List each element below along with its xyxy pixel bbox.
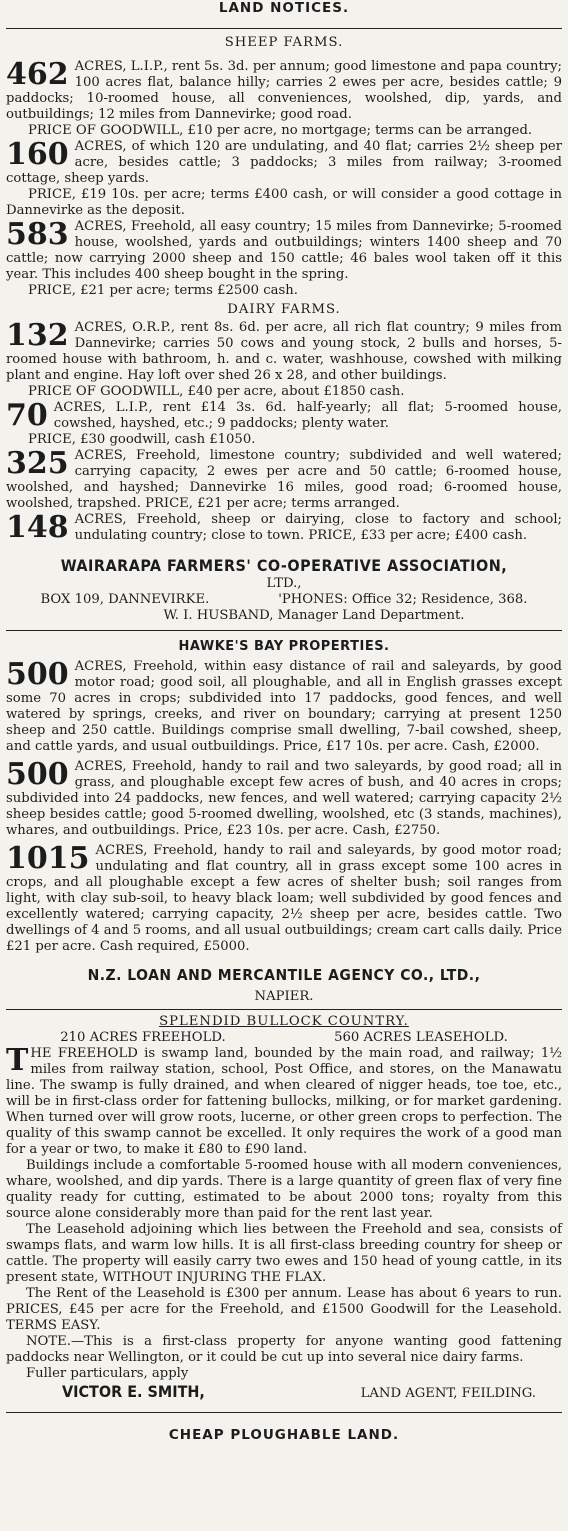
listing-number: 132: [6, 318, 69, 353]
divider: [6, 1412, 562, 1413]
listing-text: ACRES, Freehold, limestone country; subdivided and well watered; carrying capacity, 2 ewes per acre and 50 cattle; 6-roomed house, woolshed, and hayshed; Dannevirke 16 miles, good road; 6-roomed house, woolshed, trapshed. PRICE, £21 per acre; terms arranged.: [6, 448, 562, 511]
listing-70: [6, 400, 562, 432]
para-text: HE FREEHOLD is swamp land, bounded by the main road, and railway; 1½ miles from railway station, school, Post Office, and stores, on the Manawatu line. The swamp is fully drained, and when cleared of nigger heads, toe toe, etc., will be in first-class order for fattening bullocks, milking, or for market gardening. When turned over will grow roots, lucerne, or other green crops to perfection. The quality of this swamp cannot be excelled. It only requires the work of a good man for a year or two, to make it £80 to £90 land.: [6, 1046, 562, 1157]
bullock-para-1: [6, 1043, 562, 1158]
association-ltd: LTD.,: [266, 576, 302, 591]
listing-text: ACRES, of which 120 are undulating, and 40 flat; carries 2½ sheep per acre, besides cattle; 3 paddocks; 3 miles from railway; 3-roomed cottage, sheep yards.: [6, 139, 562, 186]
listing-price: PRICE, £19 10s. per acre; terms £400 cash, or will consider a good cottage in Dannevirke as the deposit.: [6, 187, 562, 218]
listing-price: PRICE, £21 per acre; terms £2500 cash.: [28, 283, 298, 298]
listing-number: 160: [6, 137, 69, 172]
dairy-farms-list: [6, 320, 562, 544]
listing-number: 583: [6, 217, 69, 252]
bullock-para-3: The Leasehold adjoining which lies between the Freehold and sea, consists of swamps flats, and warm low hills. It is all first-class breeding country for sheep or cattle. The property will easily carry two ewes and 150 head of young cattle, in its present state, WITHOUT INJURING THE FLAX.: [6, 1222, 562, 1285]
agent-signature: [6, 1384, 562, 1402]
bullock-para-5: NOTE.—This is a first-class property for anyone wanting good fattening paddocks near Wellington, or it could be cut up into several nice dairy farms.: [6, 1334, 562, 1365]
phone-numbers: 'PHONES: Office 32; Residence, 368.: [278, 592, 528, 607]
hawkes-bay-title: HAWKE'S BAY PROPERTIES.: [178, 639, 390, 654]
listing-462: [6, 59, 562, 123]
listing-583: [6, 219, 562, 283]
listing-number: 325: [6, 446, 69, 481]
listing-160: [6, 139, 562, 187]
page-header: LAND NOTICES.: [218, 0, 350, 16]
listing-number: 148: [6, 510, 69, 545]
sheep-farms-title: SHEEP FARMS.: [224, 35, 344, 50]
listing-number: 1015: [6, 841, 90, 876]
footer-heading: CHEAP PLOUGHABLE LAND.: [168, 1427, 400, 1443]
leasehold-acres: 560 ACRES LEASEHOLD.: [334, 1030, 508, 1045]
listing-500b: [6, 759, 562, 839]
listing-text: ACRES, Freehold, sheep or dairying, close to factory and school; undulating country; close to town. PRICE, £33 per acre; £400 cash.: [74, 512, 562, 543]
listing-text: ACRES, L.I.P., rent 5s. 3d. per annum; good limestone and papa country; 100 acres flat, balance hilly; carries 2 ewes per acre, besides cattle; 9 paddocks; 10-roomed house, all conveniences, woolshed, dip, yards, and outbuildings; 12 miles from Dannevirke; good road.: [6, 59, 562, 122]
listing-500a: [6, 659, 562, 755]
listing-148: [6, 512, 562, 544]
listing-text: ACRES, O.R.P., rent 8s. 6d. per acre, all rich flat country; 9 miles from Dannevirke; carries 50 cows and young stock, 2 bulls and horses, 5-roomed house with bathroom, h. and c. water, washhouse, cowshed with milking plant and engine. Hay loft over shed 26 x 28, and other buildings.: [6, 320, 562, 383]
listing-price: PRICE, £30 goodwill, cash £1050.: [28, 432, 256, 447]
divider: [6, 28, 562, 29]
bullock-title: SPLENDID BULLOCK COUNTRY.: [159, 1014, 409, 1029]
listing-text: ACRES, Freehold, handy to rail and two saleyards, by good road; all in grass, and ploughable except few acres of bush, and 40 acres in crops; subdivided into 24 paddocks, new fences, and well watered; carrying capacity 2½ sheep besides cattle; good 5-roomed dwelling, woolshed, etc (3 stands, machines), whares, and outbuildings. Price, £23 10s. per acre. Cash, £2750.: [6, 759, 562, 838]
divider: [6, 1009, 562, 1010]
listing-text: ACRES, Freehold, all easy country; 15 miles from Dannevirke; 5-roomed house, woolshed, yards and outbuildings; winters 1400 sheep and 70 cattle; now carrying 2000 sheep and 150 cattle; 46 bales wool taken off it this year. This includes 400 sheep bought in the spring.: [6, 219, 562, 282]
box-number: BOX 109, DANNEVIRKE.: [40, 592, 210, 607]
drop-cap: T: [6, 1043, 29, 1078]
divider: [6, 630, 562, 631]
bullock-para-4: The Rent of the Leasehold is £300 per annum. Lease has about 6 years to run. PRICES, £45 per acre for the Freehold, and £1500 Goodwill for the Leasehold. TERMS EASY.: [6, 1286, 562, 1333]
land-notices-page: [6, 0, 562, 1443]
freehold-acres: 210 ACRES FREEHOLD.: [60, 1030, 226, 1045]
manager-line: W. I. HUSBAND, Manager Land Department.: [163, 608, 465, 623]
listing-325: [6, 448, 562, 512]
agent-name: VICTOR E. SMITH,: [62, 1382, 205, 1401]
listing-text: ACRES, Freehold, handy to rail and saleyards, by good motor road; undulating and flat country, all in grass except some 100 acres in crops, and all ploughable except a few acres of shelter bush; soil ranges from light, with clay sub-soil, to heavy black loam; well subdivided by good fences and excellently watered; carrying capacity, 2½ sheep per acre, besides cattle. Two dwellings of 4 and 5 rooms, and all usual outbuildings; cream cart calls daily. Price £21 per acre. Cash required, £5000.: [6, 843, 562, 954]
association-contact: [6, 592, 562, 608]
listing-number: 70: [6, 398, 48, 433]
bullock-para-6: Fuller particulars, apply: [26, 1366, 189, 1381]
listing-text: ACRES, Freehold, within easy distance of rail and saleyards, by good motor road; good soil, all ploughable, and all in English grasses except some 70 acres in crops; subdivided into 17 paddocks, good fences, and well watered by springs, creeks, and river on boundary; carrying at present 1250 sheep and 250 cattle. Buildings comprise small dwelling, 7-bail cowshed, sheep, and cattle yards, and usual outbuildings. Price, £17 10s. per acre. Cash, £2000.: [6, 659, 562, 754]
listing-price: PRICE OF GOODWILL, £10 per acre, no mortgage; terms can be arranged.: [28, 123, 533, 138]
hawkes-bay-list: [6, 659, 562, 955]
listing-price: PRICE OF GOODWILL, £40 per acre, about £1850 cash.: [28, 384, 405, 399]
listing-number: 500: [6, 757, 69, 792]
bullock-para-2: Buildings include a comfortable 5-roomed house with all modern conveniences, whare, woolshed, and dip yards. There is a large quantity of green flax of very fine quality ready for cutting, estimated to be about 2000 tons; royalty from this source alone considerably more than paid for the rent last year.: [6, 1158, 562, 1221]
listing-number: 462: [6, 57, 69, 92]
agent-title: LAND AGENT, FEILDING.: [360, 1386, 536, 1401]
listing-132: [6, 320, 562, 384]
association-name: WAIRARAPA FARMERS' CO-OPERATIVE ASSOCIATION,: [60, 556, 508, 575]
sheep-farms-list: [6, 59, 562, 299]
nz-loan-name: N.Z. LOAN AND MERCANTILE AGENCY CO., LTD.,: [87, 966, 481, 984]
listing-text: ACRES, L.I.P., rent £14 3s. 6d. half-yearly; all flat; 5-roomed house, cowshed, hayshed, etc.; 9 paddocks; plenty water.: [53, 400, 562, 431]
listing-number: 500: [6, 657, 69, 692]
bullock-acreage: [6, 1030, 562, 1046]
listing-1015: [6, 843, 562, 955]
dairy-farms-title: DAIRY FARMS.: [227, 302, 341, 317]
nz-loan-place: NAPIER.: [254, 989, 314, 1004]
